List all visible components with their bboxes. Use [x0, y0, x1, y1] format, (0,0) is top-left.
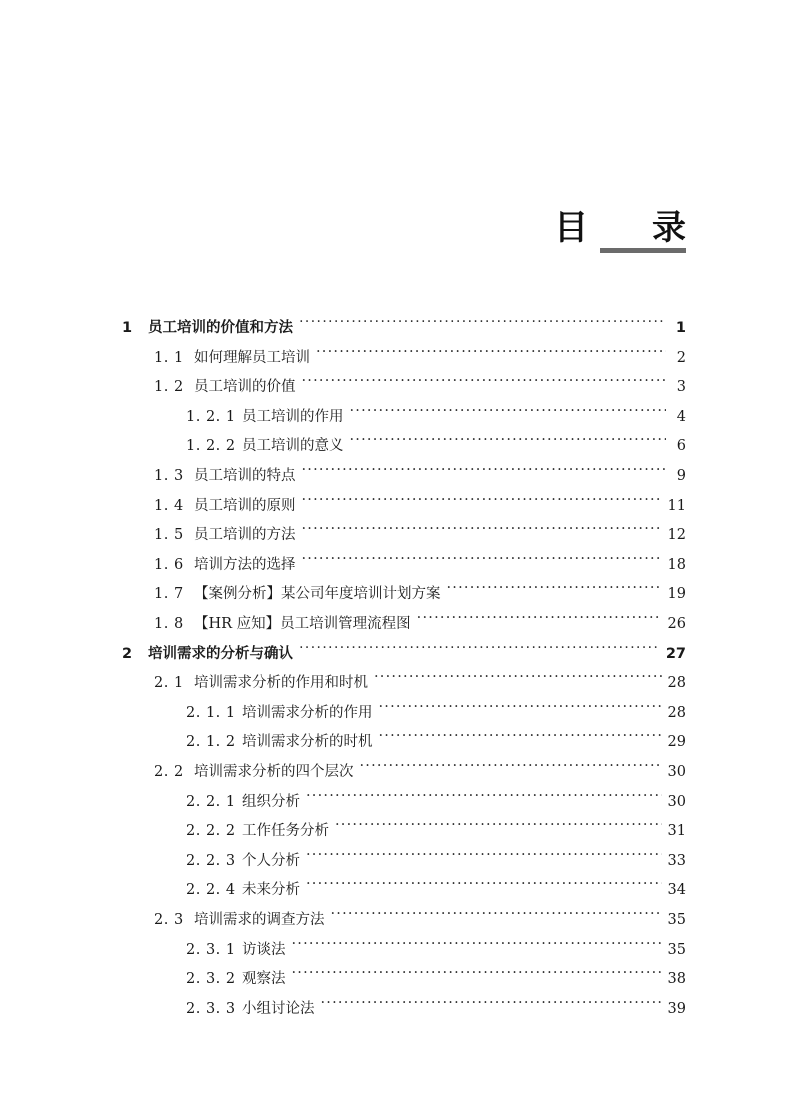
toc-entry-title: 培训需求的调查方法 [194, 912, 325, 928]
toc-entry-title: 培训需求分析的作用和时机 [194, 675, 368, 692]
toc-entry[interactable] [186, 993, 686, 1019]
toc-entry-number: 1. 1 [154, 349, 184, 366]
toc-entry-page-number: 30 [667, 764, 686, 780]
toc-entry-page-number: 39 [667, 1000, 686, 1017]
toc-entry-page-number: 6 [676, 438, 686, 455]
dot-leader [447, 578, 662, 598]
toc-entry-page-number: 28 [667, 675, 686, 692]
dot-leader [302, 371, 667, 391]
toc-entry-number: 1 [122, 320, 133, 336]
toc-entry-title: 如何理解员工培训 [194, 349, 310, 366]
page-title: 目 录 [554, 208, 712, 248]
toc-entry-title: 员工培训的作用 [242, 408, 344, 425]
toc-entry-title: 观察法 [242, 971, 286, 988]
toc-entry-page-number: 31 [667, 823, 686, 840]
toc-entry-number: 2. 3. 3 [186, 1000, 236, 1017]
toc-entry-number: 1. 3 [154, 468, 184, 484]
toc-entry-title: 小组讨论法 [242, 1000, 315, 1017]
toc-entry[interactable] [186, 815, 686, 841]
toc-entry-page-number: 29 [667, 734, 686, 751]
toc-entry-number: 2. 2. 2 [186, 823, 236, 840]
toc-entry-page-number: 26 [667, 616, 686, 632]
toc-entry-page-number: 2 [676, 349, 686, 366]
toc-entry-title: 员工培训的意义 [242, 438, 344, 455]
toc-entry-number: 2. 2. 3 [186, 852, 236, 869]
toc-entry-title: 员工培训的价值 [194, 379, 296, 396]
toc-entry-title: 培训方法的选择 [194, 556, 296, 573]
toc-entry[interactable] [122, 638, 686, 664]
toc-entry-number: 1. 8 [154, 616, 184, 632]
toc-entry-page-number: 3 [676, 379, 686, 396]
toc-entry[interactable] [186, 934, 686, 960]
toc-entry[interactable] [154, 371, 686, 397]
toc-entry-page-number: 33 [667, 852, 686, 869]
toc-entry-number: 2. 3 [154, 912, 184, 928]
toc-entry-number: 2. 2 [154, 764, 184, 780]
dot-leader [302, 519, 662, 539]
toc-entry[interactable] [154, 549, 686, 575]
toc-entry-page-number: 27 [665, 645, 686, 662]
toc-entry-number: 1. 7 [154, 586, 184, 603]
toc-entry-page-number: 19 [667, 586, 686, 603]
toc-entry-title: 访谈法 [242, 941, 286, 958]
toc-entry-page-number: 18 [667, 556, 686, 573]
toc-entry-title: 未来分析 [242, 882, 300, 899]
dot-leader [379, 697, 662, 717]
toc-entry-page-number: 28 [667, 704, 686, 721]
toc-entry-page-number: 38 [667, 971, 686, 988]
toc-entry-title: 【HR 应知】员工培训管理流程图 [194, 616, 411, 632]
toc-entry-page-number: 35 [667, 912, 686, 928]
dot-leader [299, 638, 660, 658]
toc-entry[interactable] [154, 490, 686, 516]
dot-leader [306, 874, 662, 894]
toc-entry-page-number: 1 [675, 320, 686, 336]
toc-entry-number: 1. 2. 2 [186, 438, 236, 455]
toc-entry-number: 1. 6 [154, 556, 184, 573]
dot-leader [302, 490, 662, 510]
toc-entry[interactable] [186, 845, 686, 871]
dot-leader [360, 756, 662, 776]
toc-entry-title: 【案例分析】某公司年度培训计划方案 [194, 586, 441, 603]
toc-entry[interactable] [154, 756, 686, 782]
dot-leader [335, 815, 662, 835]
toc-entry[interactable] [154, 342, 686, 368]
toc-entry-number: 2. 1 [154, 675, 184, 692]
toc-entry[interactable] [186, 430, 686, 456]
toc-entry-page-number: 35 [667, 941, 686, 958]
toc-entry-title: 组织分析 [242, 793, 300, 810]
toc-entry-number: 2. 3. 1 [186, 941, 236, 958]
toc-entry-title: 培训需求分析的作用 [242, 704, 373, 721]
dot-leader [292, 934, 662, 954]
toc-entry[interactable] [154, 667, 686, 693]
toc-entry[interactable] [186, 697, 686, 723]
toc-entry-number: 2. 2. 4 [186, 882, 236, 899]
toc-entry-number: 1. 4 [154, 497, 184, 514]
dot-leader [374, 667, 662, 687]
toc-entry-page-number: 34 [667, 882, 686, 899]
toc-entry-page-number: 11 [667, 497, 686, 514]
dot-leader [299, 312, 666, 332]
toc-entry[interactable] [186, 726, 686, 752]
toc-entry-number: 2. 1. 2 [186, 734, 236, 751]
dot-leader [302, 460, 667, 480]
dot-leader [331, 904, 662, 924]
toc-entry-title: 培训需求的分析与确认 [148, 645, 293, 662]
toc-entry-title: 员工培训的价值和方法 [148, 320, 293, 336]
toc-entry[interactable] [154, 904, 686, 930]
toc-entry-title: 培训需求分析的时机 [242, 734, 373, 751]
toc-entry[interactable] [186, 874, 686, 900]
dot-leader [306, 845, 662, 865]
toc-entry-page-number: 9 [676, 468, 686, 484]
dot-leader [350, 401, 667, 421]
toc-entry-title: 培训需求分析的四个层次 [194, 764, 354, 780]
toc-entry[interactable] [122, 312, 686, 338]
toc-entry-number: 1. 2. 1 [186, 408, 236, 425]
toc-entry[interactable] [186, 786, 686, 812]
toc-entry-page-number: 4 [676, 408, 686, 425]
toc-entry[interactable] [186, 963, 686, 989]
title-underline [600, 248, 686, 253]
toc-entry-number: 2. 1. 1 [186, 704, 236, 721]
toc-entry[interactable] [154, 608, 686, 634]
dot-leader [306, 786, 662, 806]
toc-entry[interactable] [154, 460, 686, 486]
toc-entry-number: 1. 5 [154, 527, 184, 544]
dot-leader [417, 608, 662, 628]
toc-entry[interactable] [154, 519, 686, 545]
toc-entry-page-number: 12 [667, 527, 686, 544]
toc-entry-title: 员工培训的原则 [194, 497, 296, 514]
toc-entry-title: 工作任务分析 [242, 823, 329, 840]
toc-entry-title: 员工培训的特点 [194, 468, 296, 484]
toc-entry[interactable] [186, 401, 686, 427]
dot-leader [292, 963, 662, 983]
toc-entry-number: 1. 2 [154, 379, 184, 396]
toc-entry-number: 2. 2. 1 [186, 793, 236, 810]
toc-entry-page-number: 30 [667, 793, 686, 810]
dot-leader [379, 726, 662, 746]
dot-leader [350, 430, 667, 450]
dot-leader [302, 549, 662, 569]
toc-entry-number: 2 [122, 645, 133, 662]
toc-entry-title: 员工培训的方法 [194, 527, 296, 544]
toc-entry-title: 个人分析 [242, 852, 300, 869]
toc-entry[interactable] [154, 578, 686, 604]
dot-leader [321, 993, 662, 1013]
toc-entry-number: 2. 3. 2 [186, 971, 236, 988]
dot-leader [316, 342, 666, 362]
